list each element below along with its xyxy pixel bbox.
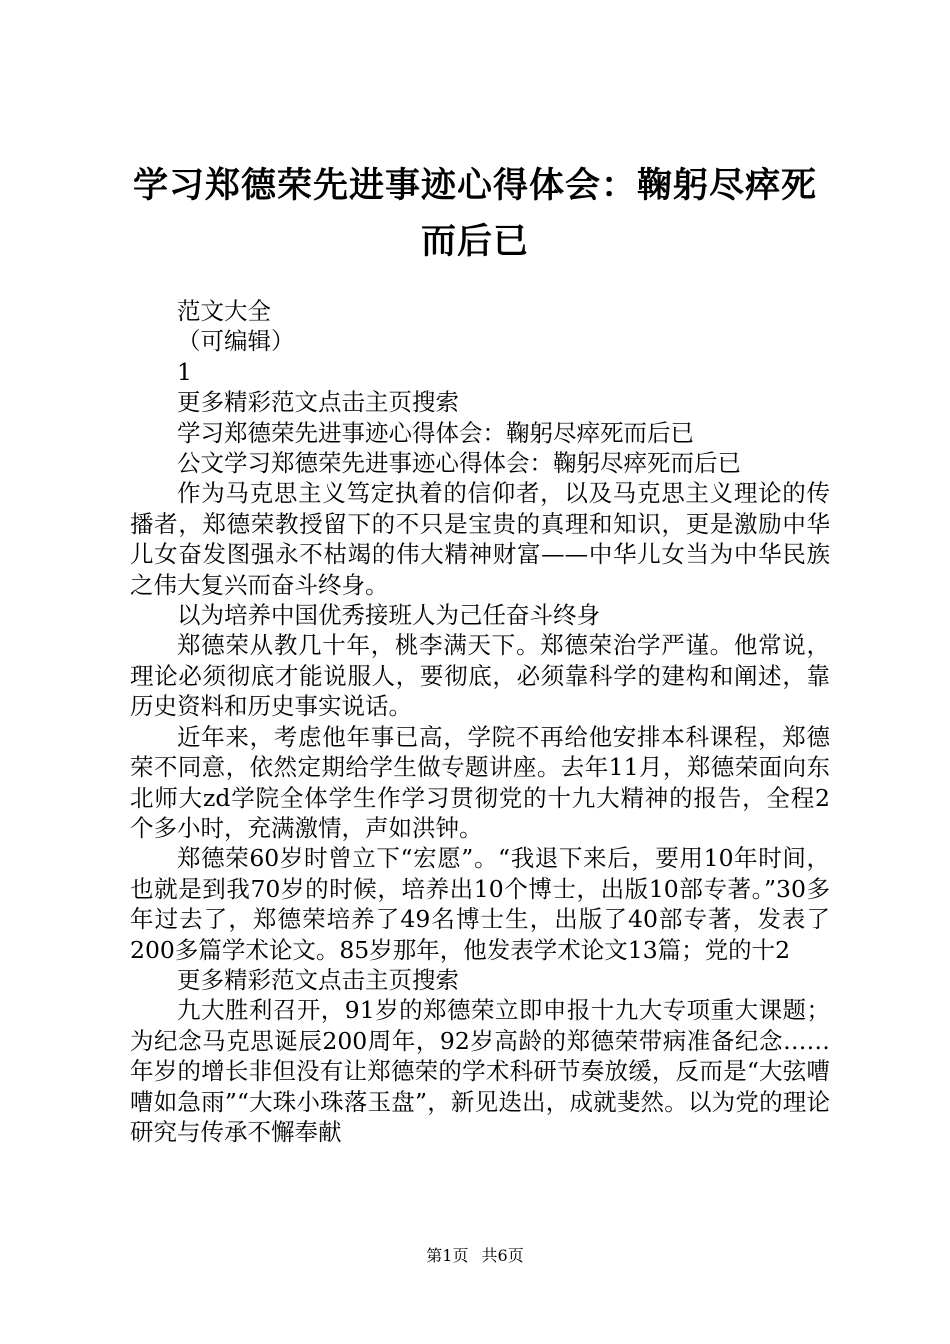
page-total: 共6页 [481, 1246, 524, 1265]
doc-line-more-link: 更多精彩范文点击主页搜索 [177, 965, 459, 994]
doc-paragraph: 郑德荣从教几十年，桃李满天下。郑德荣治学严谨。他常说，理论必须彻底才能说服人，要彻底，必须靠科学的建构和阐述，靠历史资料和历史事实说话。 [130, 631, 830, 721]
page-number: 第1页 [426, 1246, 469, 1265]
doc-line-more-link: 更多精彩范文点击主页搜索 [177, 388, 459, 417]
doc-paragraph: 近年来，考虑他年事已高，学院不再给他安排本科课程，郑德荣不同意，依然定期给学生做专题讲座。去年11月，郑德荣面向东北师大zd学院全体学生作学习贯彻党的十九大精神的报告，全程2个多小时，充满激情，声如洪钟。 [130, 722, 830, 842]
doc-section-heading: 以为培养中国优秀接班人为己任奋斗终身 [177, 601, 600, 630]
doc-line-number: 1 [177, 357, 192, 386]
document-title: 学习郑德荣先进事迹心得体会：鞠躬尽瘁死而后已 [132, 166, 817, 262]
doc-paragraph: 九大胜利召开，91岁的郑德荣立即申报十九大专项重大课题；为纪念马克思诞辰200周年，92岁高龄的郑德荣带病准备纪念……年岁的增长非但没有让郑德荣的学术科研节奏放缓，反而是“大弦嘈嘈如急雨”“大珠小珠落玉盘”，新见迭出，成就斐然。以为党的理论研究与传承不懈奉献 [130, 996, 830, 1146]
document-body [130, 296, 830, 1147]
page-footer [0, 1246, 950, 1266]
doc-line-subtitle-official: 公文学习郑德荣先进事迹心得体会：鞠躬尽瘁死而后已 [177, 449, 741, 478]
doc-line-subtitle: 学习郑德荣先进事迹心得体会：鞠躬尽瘁死而后已 [177, 418, 694, 447]
doc-paragraph: 作为马克思主义笃定执着的信仰者，以及马克思主义理论的传播者，郑德荣教授留下的不只是宝贵的真理和知识，更是激励中华儿女奋发图强永不枯竭的伟大精神财富——中华儿女当为中华民族之伟大复兴而奋斗终身。 [130, 479, 830, 599]
doc-line-category: 范文大全 [177, 297, 271, 325]
doc-paragraph: 郑德荣60岁时曾立下“宏愿”。“我退下来后，要用10年时间，也就是到我70岁的时候，培养出10个博士，出版10部专著。”30多年过去了，郑德荣培养了49名博士生，出版了40部专著，发表了200多篇学术论文。85岁那年，他发表学术论文13篇；党的十2 [130, 844, 830, 964]
doc-line-editable: （可编辑） [177, 327, 295, 356]
